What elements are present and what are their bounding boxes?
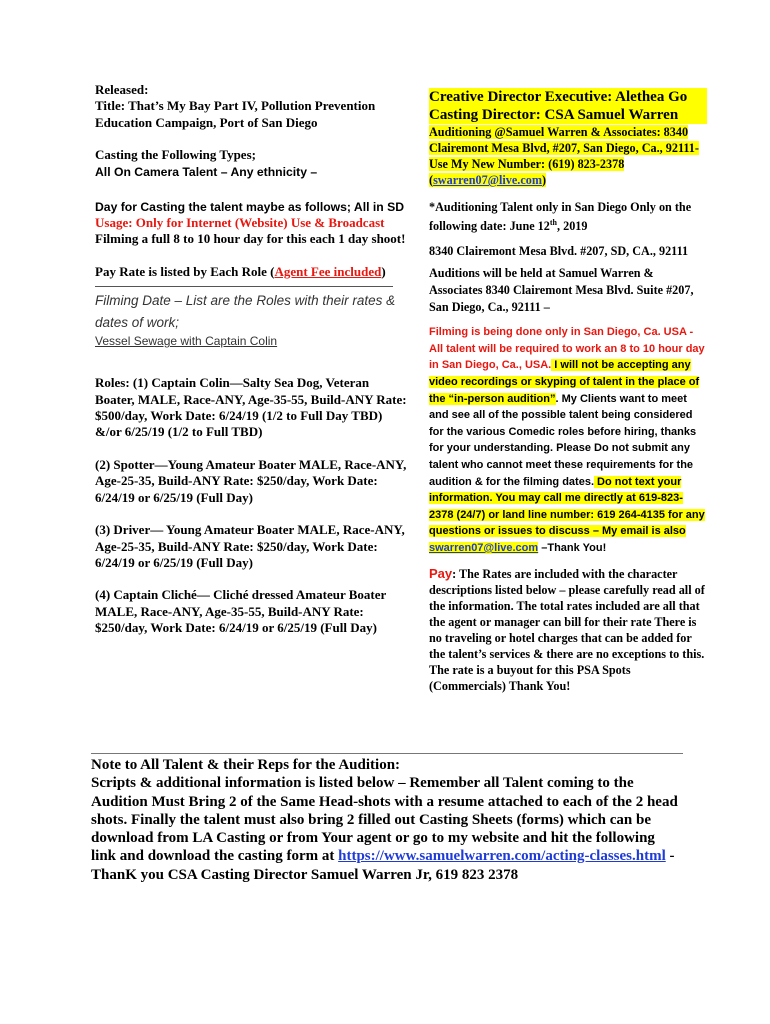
audition-address: 8340 Clairemont Mesa Blvd. #207, SD, CA., 92111 bbox=[429, 244, 689, 259]
casting-types: Casting the Following Types; bbox=[95, 147, 256, 163]
bottom-note bbox=[91, 756, 683, 884]
email-link[interactable]: swarren07@live.com bbox=[433, 173, 542, 187]
pay-info: Pay: The Rates are included with the character descriptions listed below – please carefully read all of the information. The total rates included are all that the agent or manager can bill for their rate There is no traveling or hotel charges that can be added for the talent’s services & there are no exceptions to this. The rate is a buyout for this PSA Spots (Commercials) Thank You! bbox=[429, 565, 705, 693]
vessel-heading: Vessel Sewage with Captain Colin bbox=[95, 334, 278, 349]
role-2: (2) Spotter—Young Amateur Boater MALE, Race-ANY, Age-25-35, Build-ANY Rate: $250/day, Work Date: 6/24/19 or 6/25/19 (Full Day) bbox=[95, 456, 407, 505]
role-4: (4) Captain Cliché— Cliché dressed Amateur Boater MALE, Race-ANY, Age-35-55, Build-ANY Rate: $250/day, Work Date: 6/24/19 or 6/25/19 (Full Day) bbox=[95, 587, 387, 636]
note-heading: Note to All Talent & their Reps for the Audition: bbox=[91, 757, 401, 773]
audition-date-note: *Auditioning Talent only in San Diego Only on the following date: June 12th, 2019 bbox=[429, 200, 692, 234]
contact-email-link[interactable]: swarren07@live.com bbox=[429, 541, 539, 554]
role-1: Roles: (1) Captain Colin—Salty Sea Dog, Veteran Boater, MALE, Race-ANY, Age-35-55, Build-ANY Rate: $500/day, Work Date: 6/24/19 (1/2 to Full Day TBD) &/or 6/25/19 (1/2 to Full TBD) bbox=[95, 375, 407, 440]
pay-label: Pay bbox=[429, 565, 453, 581]
pay-rate-note: Pay Rate is listed by Each Role (Agent Fee included) bbox=[95, 263, 386, 279]
right-column bbox=[429, 88, 707, 694]
filming-date-heading: Filming Date – List are the Roles with their rates & dates of work; bbox=[95, 293, 396, 330]
left-column bbox=[95, 82, 407, 637]
filming-requirements: Filming is being done only in San Diego, Ca. USA - All talent will be required to work an 8 to 10 hour day in San Diego, Ca., USA. I will not be accepting any video recordings or skyping of talent in the place of the “in-person audition”. My Clients want to meet and see all of the possible talent being considered for the various Comedic roles before hiring, thanks for your understanding. Please Do not submit any talent who cannot meet these requirements for the audition & for the filming dates. Do not text your information. You may call me directly at 619-823-2378 (24/7) or land line number: 619 264-4135 for any questions or issues to discuss – My email is also swarren07@live.com –Thank You! bbox=[429, 326, 705, 554]
casting-form-link[interactable]: https://www.samuelwarren.com/acting-classes.html bbox=[338, 848, 666, 865]
project-title: Title: That’s My Bay Part IV, Pollution Prevention Education Campaign, Port of San Diego bbox=[95, 98, 376, 130]
day-for-casting: Day for Casting the talent maybe as follows; All in SD bbox=[95, 199, 405, 214]
auditioning-info: Auditioning @Samuel Warren & Associates: 8340 Clairemont Mesa Blvd, #207, San Diego, Ca., 92111- Use My New Number: (619) 823-2378 (swarren07@live.com) bbox=[429, 125, 699, 187]
released-label: Released: bbox=[95, 82, 149, 97]
divider bbox=[95, 286, 393, 287]
note-text: Scripts & additional information is listed below – Remember all Talent coming to the Audition Must Bring 2 of the Same Head-shots with a resume attached to each of the 2 head shots. Finally the talent must also bring 2 filled out Casting Sheets (forms) which can be download from LA Casting or from Your agent or go to my website and hit the following link and download the casting form at https://www.samuelwarren.com/acting-classes.html - ThanK you CSA Casting Director Samuel Warren Jr, 619 823 2378 bbox=[91, 775, 678, 883]
bottom-divider bbox=[91, 753, 683, 754]
filming-day-note: Filming a full 8 to 10 hour day for this each 1 day shoot! bbox=[95, 231, 406, 247]
on-camera-talent: All On Camera Talent – Any ethnicity – bbox=[95, 164, 318, 179]
casting-director: Casting Director: CSA Samuel Warren bbox=[429, 106, 707, 124]
usage-note: Usage: Only for Internet (Website) Use & Broadcast bbox=[95, 215, 385, 231]
creative-director: Creative Director Executive: Alethea Go bbox=[429, 88, 707, 106]
auditions-held: Auditions will be held at Samuel Warren & Associates 8340 Clairemont Mesa Blvd. Suite #207, San Diego, Ca., 92111 – bbox=[429, 266, 694, 315]
agent-fee-included: Agent Fee included bbox=[274, 263, 382, 279]
role-3: (3) Driver— Young Amateur Boater MALE, Race-ANY, Age-25-35, Build-ANY Rate: $250/day, Work Date: 6/24/19 or 6/25/19 (Full Day) bbox=[95, 522, 405, 570]
